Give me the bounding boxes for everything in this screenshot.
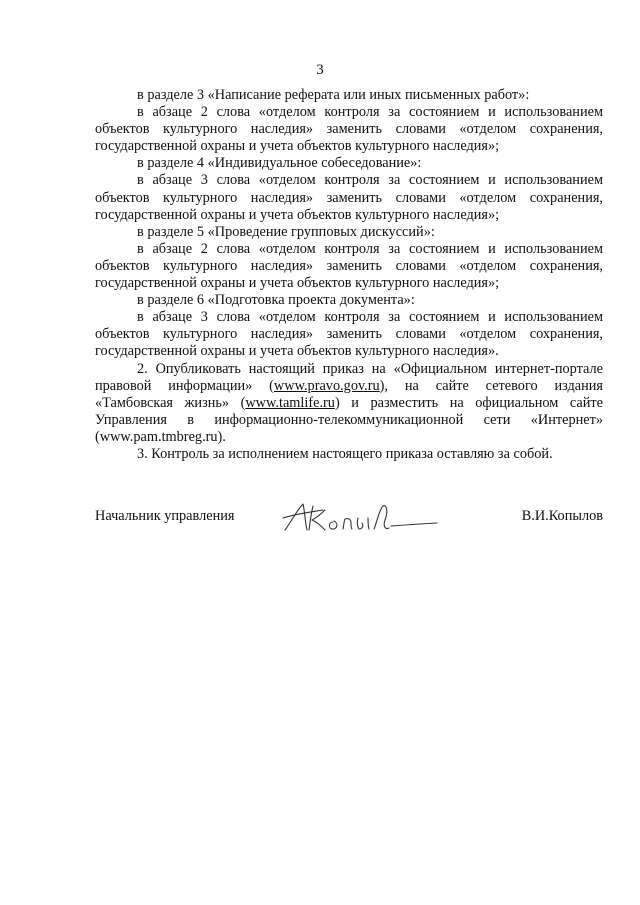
signatory-position: Начальник управления bbox=[95, 508, 235, 524]
handwritten-signature bbox=[281, 500, 441, 536]
item2-text-part1: 2. Опубликовать настоящий приказ на «Официальном интернет-портале правовой информации» ( bbox=[95, 360, 603, 394]
link-tamlife[interactable]: www.tamlife.ru bbox=[245, 394, 335, 411]
paragraph-section6-heading: в разделе 6 «Подготовка проекта документа»: bbox=[137, 292, 415, 309]
item2-text-part3: ) и разместить на официальном сайте Управления в информационно-телекоммуникационной сети «Интернет» (www.pam.tmbreg.ru). bbox=[95, 394, 603, 445]
signatory-name: В.И.Копылов bbox=[521, 508, 603, 524]
link-pravo[interactable]: www.pravo.gov.ru bbox=[273, 377, 380, 394]
paragraph-section5-amendment: в абзаце 2 слова «отделом контроля за состоянием и использованием объектов культурного наследия» заменить словами «отделом сохранения, государственной охраны и учета объектов культурного наследия»; bbox=[95, 240, 603, 292]
paragraph-section3-amendment: в абзаце 2 слова «отделом контроля за состоянием и использованием объектов культурного наследия» заменить словами «отделом сохранения, государственной охраны и учета объектов культурного наследия»; bbox=[95, 104, 603, 155]
paragraph-section5-heading: в разделе 5 «Проведение групповых дискуссий»: bbox=[137, 223, 435, 240]
paragraph-item3-control: 3. Контроль за исполнением настоящего приказа оставляю за собой. bbox=[137, 445, 553, 462]
paragraph-section3-heading: в разделе 3 «Написание реферата или иных письменных работ»: bbox=[137, 87, 530, 103]
paragraph-section4-heading: в разделе 4 «Индивидуальное собеседование»: bbox=[137, 155, 422, 172]
item2-text-part2: ), на сайте сетевого издания «Тамбовская жизнь» ( bbox=[95, 377, 603, 411]
signature-block bbox=[95, 500, 603, 540]
page-number: 3 bbox=[316, 62, 324, 78]
paragraph-item2-publication bbox=[95, 361, 603, 446]
paragraph-section6-amendment: в абзаце 3 слова «отделом контроля за состоянием и использованием объектов культурного наследия» заменить словами «отделом сохранения, государственной охраны и учета объектов культурного наследия». bbox=[95, 309, 603, 360]
document-body bbox=[95, 87, 603, 463]
paragraph-section4-amendment: в абзаце 3 слова «отделом контроля за состоянием и использованием объектов культурного наследия» заменить словами «отделом сохранения, государственной охраны и учета объектов культурного наследия»; bbox=[95, 172, 603, 223]
